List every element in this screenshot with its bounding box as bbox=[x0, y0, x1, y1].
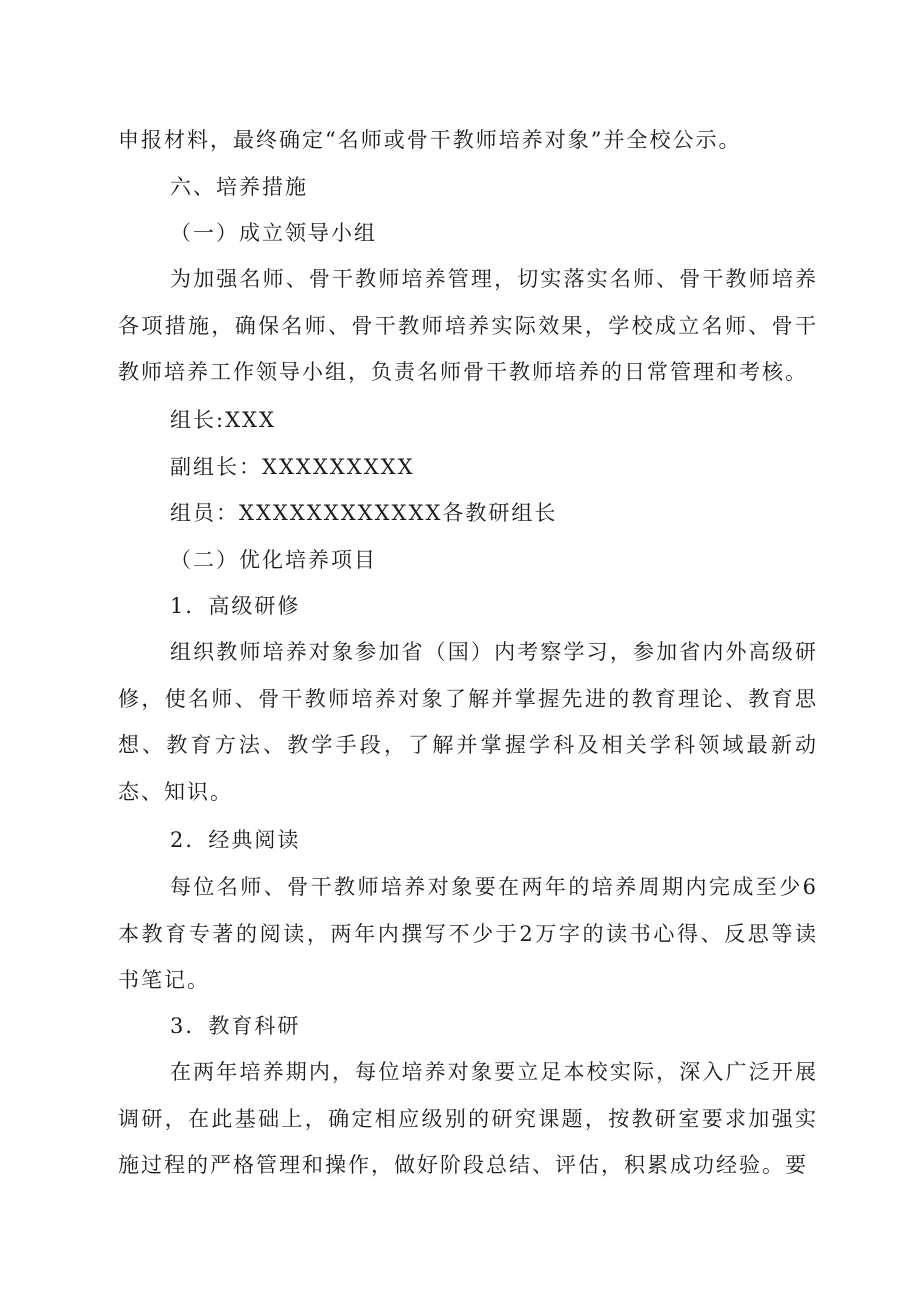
paragraph: 组织教师培养对象参加省（国）内考察学习，参加省内外高级研修，使名师、骨干教师培养对象了解并掌握先进的教育理论、教育思想、教育方法、教学手段，了解并掌握学科及相关学科领域最新动态、知识。 bbox=[118, 640, 818, 805]
item-heading: 3．教育科研 bbox=[170, 1014, 301, 1038]
text-line: 申报材料，最终确定“名师或骨干教师培养对象”并全校公示。 bbox=[118, 128, 742, 152]
paragraph: 每位名师、骨干教师培养对象要在两年的培养周期内完成至少6本教育专著的阅读，两年内撰写不少于2万字的读书心得、反思等读书笔记。 bbox=[118, 875, 818, 993]
item-heading: 1．高级研修 bbox=[170, 594, 301, 618]
paragraph: 为加强名师、骨干教师培养管理，切实落实名师、骨干教师培养各项措施，确保名师、骨干教师培养实际效果，学校成立名师、骨干教师培养工作领导小组，负责名师骨干教师培养的日常管理和考核。 bbox=[118, 267, 818, 385]
paragraph: 在两年培养期内，每位培养对象要立足本校实际，深入广泛开展调研，在此基础上，确定相应级别的研究课题，按教研室要求加强实施过程的严格管理和操作，做好阶段总结、评估，积累成功经验。要 bbox=[118, 1060, 818, 1178]
item-heading: 2．经典阅读 bbox=[170, 828, 301, 852]
subsection-heading: （一）成立领导小组 bbox=[170, 221, 377, 245]
text-line: 组员：XXXXXXXXXXXX各教研组长 bbox=[170, 501, 558, 525]
subsection-heading: （二）优化培养项目 bbox=[170, 548, 377, 572]
text-line: 副组长：XXXXXXXXX bbox=[170, 455, 415, 479]
section-heading: 六、培养措施 bbox=[170, 175, 308, 199]
text-line: 组长:XXX bbox=[170, 408, 276, 432]
